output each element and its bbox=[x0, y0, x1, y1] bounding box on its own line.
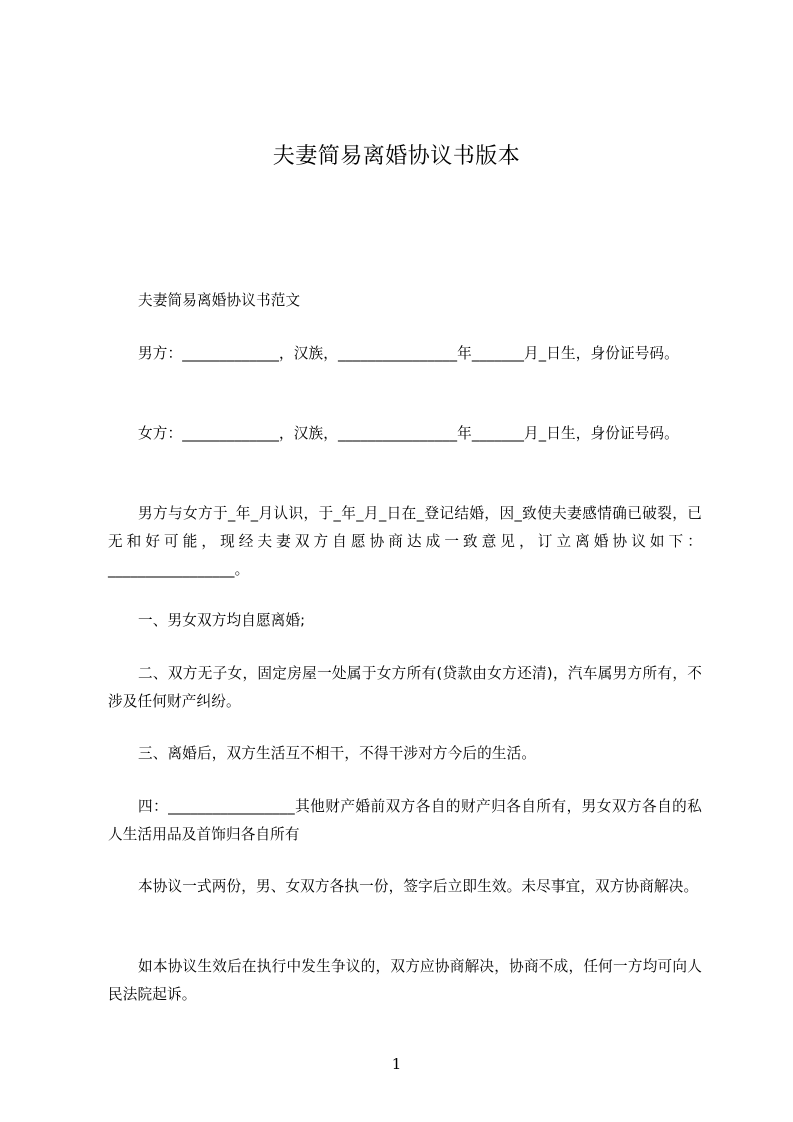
paragraph-subtitle: 夫妻简易离婚协议书范文 bbox=[138, 292, 301, 309]
paragraph-clause-3: 三、离婚后，双方生活互不相干，不得干涉对方今后的生活。 bbox=[138, 745, 537, 762]
paragraph-clause-2: 二、双方无子女，固定房屋一处属于女方所有(贷款由女方还清)，汽车属男方所有，不涉及任何财产纠纷。 bbox=[108, 665, 702, 710]
document-title: 夫妻简易离婚协议书版本 bbox=[272, 144, 521, 169]
paragraph-male-party: 男方：_____________，汉族，________________年_______月_日生，身份证号码。 bbox=[138, 345, 679, 362]
paragraph-copies: 本协议一式两份，男、女双方各执一份，签字后立即生效。未尽事宜，双方协商解决。 bbox=[138, 878, 699, 895]
paragraph-female-party: 女方：_____________，汉族，________________年_______月_日生，身份证号码。 bbox=[138, 425, 679, 442]
paragraph-clause-4: 四：_________________其他财产婚前双方各自的财产归各自所有，男女双方各自的私人生活用品及首饰归各自所有 bbox=[108, 798, 702, 843]
paragraph-dispute: 如本协议生效后在执行中发生争议的，双方应协商解决，协商不成，任何一方均可向人民法院起诉。 bbox=[108, 958, 702, 1003]
page-number: 1 bbox=[391, 1055, 402, 1073]
paragraph-clause-1: 一、男女双方均自愿离婚; bbox=[138, 612, 306, 629]
paragraph-background: 男方与女方于_年_月认识，于_年_月_日在_登记结婚，因_致使夫妻感情确已破裂，已无和好可能，现经夫妻双方自愿协商达成一致意见，订立离婚协议如下：_________________。 bbox=[108, 505, 702, 578]
